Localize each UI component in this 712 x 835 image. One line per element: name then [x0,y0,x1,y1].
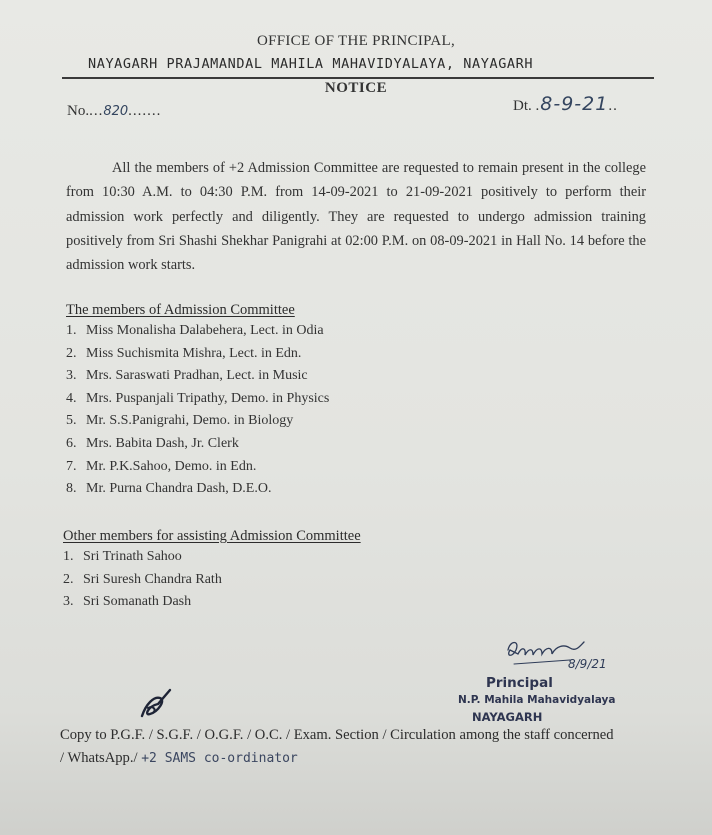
list-item: 1. Miss Monalisha Dalabehera, Lect. in Odia [66,323,324,338]
notice-heading: NOTICE [324,80,388,96]
reference-date: Dt. .8-9-21.. [513,93,618,115]
town-stamp: NAYAGARH [472,710,543,724]
copy-to-block [60,724,620,770]
college-stamp: N.P. Mahila Mahavidyalaya [458,694,616,706]
list-item: 3. Sri Somanath Dash [63,594,192,610]
other-members-heading: Other members for assisting Admission Committee [63,528,361,544]
list-item: 6. Mrs. Babita Dash, Jr. Clerk [66,435,239,451]
list-item: 8. Mr. Purna Chandra Dash, D.E.O. [66,481,272,497]
list-item: 2. Miss Suchismita Mishra, Lect. in Edn. [66,345,302,361]
signature-date: 8/9/21 [568,657,607,671]
college-name: NAYAGARH PRAJAMANDAL MAHILA MAHAVIDYALAYA, NAYAGARH [88,56,534,72]
reference-date-label: Dt. [513,98,532,114]
list-item: 1. Sri Trinath Sahoo [63,549,182,564]
reference-number-value: 820 [103,104,129,119]
notice-body: All the members of +2 Admission Committee are requested to remain present in the college from 10:30 A.M. to 04:30 P.M. from 14-09-2021 to 21-09-2021 positively to perform their admission work perfectly and diligently. They are requested to undergo admission training positively from Sri Shashi Shekhar Panigrahi at 02:00 P.M. on 08-09-2021 in Hall No. 14 before the admission work starts. [66,160,646,273]
reference-date-value: 8-9-21 [540,93,609,115]
list-item: 3. Mrs. Saraswati Pradhan, Lect. in Music [66,368,308,384]
principal-stamp: Principal [486,675,553,691]
members-list [66,323,329,504]
copy-to-handwritten-addition: +2 SAMS co-ordinator [141,751,298,766]
header-divider [62,77,654,79]
other-members-list [63,549,222,617]
office-title: OFFICE OF THE PRINCIPAL, [256,33,456,49]
list-item: 4. Mrs. Puspanjali Tripathy, Demo. in Physics [66,390,330,406]
initials-mark [136,686,176,722]
copy-to-text: Copy to P.G.F. / S.G.F. / O.G.F. / O.C. / Exam. Section / Circulation among the staff concerned / WhatsApp./ [60,727,614,766]
list-item: 2. Sri Suresh Chandra Rath [63,571,222,587]
reference-number: No....820....... [67,103,162,119]
reference-number-label: No. [67,103,90,119]
list-item: 5. Mr. S.S.Panigrahi, Demo. in Biology [66,413,294,429]
list-item: 7. Mr. P.K.Sahoo, Demo. in Edn. [66,458,257,474]
members-heading: The members of Admission Committee [66,302,295,318]
